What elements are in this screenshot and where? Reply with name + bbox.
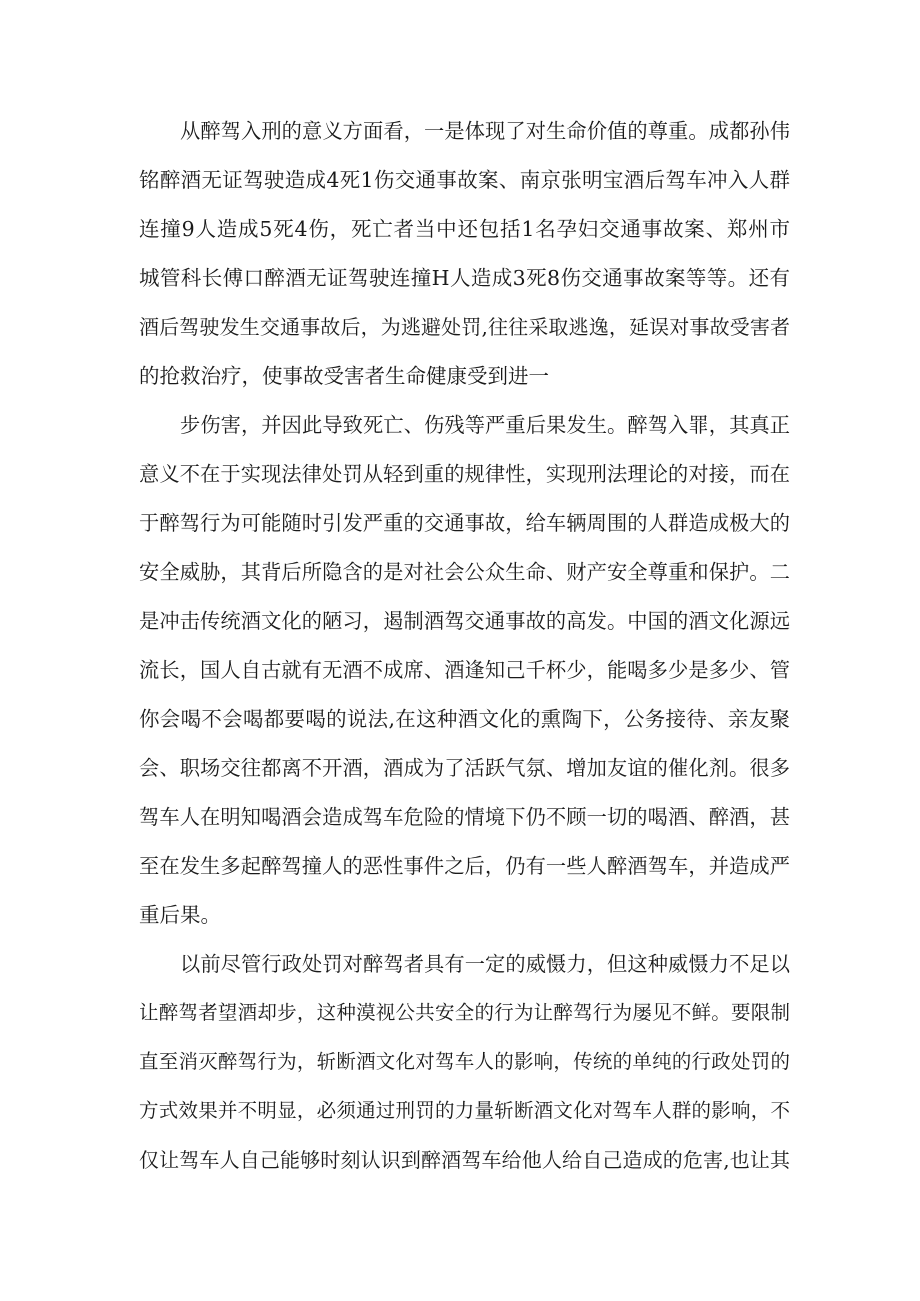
text-line: 驾车人在明知喝酒会造成驾车危险的情境下仍不顾一切的喝酒、醉酒，甚 — [139, 805, 790, 829]
text-line: 至在发生多起醉驾撞人的恶性事件之后，仍有一些人醉酒驾车，并造成严 — [139, 854, 790, 878]
text-line: 你会喝不会喝都要喝的说法,在这种酒文化的熏陶下，公务接待、亲友聚 — [139, 707, 790, 731]
text-line: 从醉驾入刑的意义方面看，一是体现了对生命价值的尊重。成都孙伟 — [180, 119, 790, 143]
text-line: 方式效果并不明显，必须通过刑罚的力量斩断酒文化对驾车人群的影响，不 — [139, 1099, 790, 1122]
text-line: 意义不在于实现法律处罚从轻到重的规律性，实现刑法理论的对接，而在 — [139, 462, 790, 486]
text-line: 会、职场交往都离不开酒，酒成为了活跃气氛、增加友谊的催化剂。很多 — [139, 756, 790, 780]
text-line: 重后果。 — [139, 903, 221, 927]
text-line: 步伤害，并因此导致死亡、伤残等严重后果发生。醉驾入罪，其真正 — [180, 413, 790, 437]
text-line: 酒后驾驶发生交通事故后，为逃避处罚,往往采取逃逸，延误对事故受害者 — [139, 315, 790, 339]
text-line: 于醉驾行为可能随时引发严重的交通事故，给车辆周围的人群造成极大的 — [139, 511, 790, 535]
text-line: 连撞9人造成5死4伤，死亡者当中还包括1名孕妇交通事故案、郑州市 — [139, 217, 790, 241]
text-line: 的抢救治疗，使事故受害者生命健康受到进一 — [139, 364, 549, 388]
text-line: 让醉驾者望酒却步，这种漠视公共安全的行为让醉驾行为屡见不鲜。要限制 — [139, 1001, 790, 1024]
text-line: 仅让驾车人自己能够时刻认识到醉酒驾车给他人给自己造成的危害,也让其 — [139, 1148, 790, 1172]
text-line: 安全威胁，其背后所隐含的是对社会公众生命、财产安全尊重和保护。二 — [139, 560, 790, 584]
text-line: 是冲击传统酒文化的陋习，遏制酒驾交通事故的高发。中国的酒文化源远 — [139, 609, 790, 633]
text-line: 城管科长傅口醉酒无证驾驶连撞H人造成3死8伤交通事故案等等。还有 — [139, 266, 790, 290]
text-line: 以前尽管行政处罚对醉驾者具有一定的威慑力，但这种威慑力不足以 — [180, 952, 790, 976]
text-line: 铭醉酒无证驾驶造成4死1伤交通事故案、南京张明宝酒后驾车冲入人群 — [139, 168, 790, 192]
text-line: 流长，国人自古就有无酒不成席、酒逢知己千杯少，能喝多少是多少、管 — [139, 658, 790, 682]
text-line: 直至消灭醉驾行为，斩断酒文化对驾车人的影响，传统的单纯的行政处罚的 — [139, 1050, 790, 1073]
